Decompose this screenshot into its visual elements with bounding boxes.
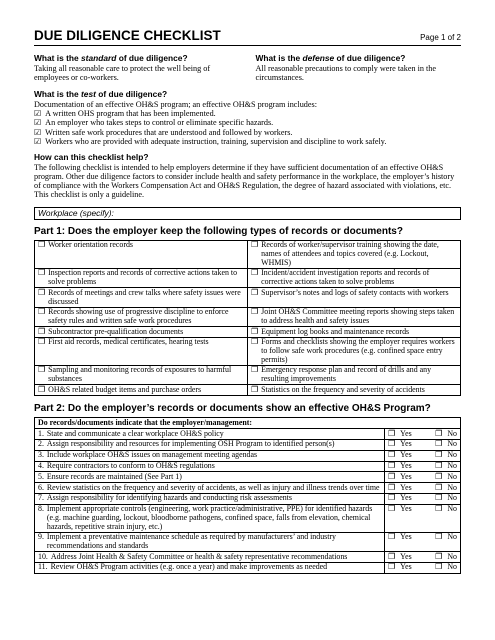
help-question: How can this checklist help? xyxy=(34,152,149,163)
list-item-text: Workers who are provided with adequate instruction, training, supervision and discipline to work safely. xyxy=(45,136,387,146)
yes-option[interactable] xyxy=(388,473,412,482)
no-label: No xyxy=(447,504,457,514)
checkbox-icon[interactable]: ❐ xyxy=(435,562,443,572)
record-cell xyxy=(35,337,248,365)
record-cell xyxy=(248,288,461,307)
yes-label: Yes xyxy=(400,551,412,561)
question-number: 1. xyxy=(38,428,44,438)
test-question xyxy=(34,90,461,99)
answer-cell xyxy=(385,562,461,573)
part1-title: Part 1: Does the employer keep the following types of records or documents? xyxy=(34,225,403,237)
yes-label: Yes xyxy=(400,439,412,449)
checkbox-icon[interactable]: ❐ xyxy=(435,504,443,514)
record-label: Records of worker/supervisor training showing the date, names of attendees and topics covered (e.g. Lockout, WHMIS) xyxy=(261,240,439,267)
checkbox-icon[interactable]: ❐ xyxy=(435,551,443,561)
yes-label: Yes xyxy=(400,493,412,503)
checkbox-icon[interactable]: ❐ xyxy=(38,268,46,278)
no-option[interactable] xyxy=(435,473,457,482)
defense-question xyxy=(256,54,462,63)
checkbox-icon[interactable]: ❐ xyxy=(388,551,396,561)
record-label: Forms and checklists showing the employer requires workers to follow safe work procedures (e.g. confined space entry permits) xyxy=(261,337,455,364)
no-option[interactable] xyxy=(435,484,457,493)
record-cell xyxy=(35,240,248,268)
record-cell xyxy=(248,240,461,268)
question-number: 9. xyxy=(38,532,44,542)
defense-question-em: defense xyxy=(302,53,335,64)
table-row xyxy=(35,268,461,287)
checkbox-icon[interactable]: ❐ xyxy=(388,471,396,481)
record-label: Supervisor’s notes and logs of safety contacts with workers xyxy=(261,287,449,297)
standard-block xyxy=(34,54,240,82)
page-number: Page 1 of 2 xyxy=(420,33,461,43)
question-text: Require contractors to conform to OH&S regulations xyxy=(46,461,215,471)
question-text: State and communicate a clear workplace OH&S policy xyxy=(46,428,224,438)
checkbox-icon[interactable]: ❐ xyxy=(435,482,443,492)
question-cell xyxy=(35,504,385,532)
yes-option[interactable] xyxy=(388,462,412,471)
defense-question-post: of due diligence? xyxy=(334,53,406,64)
record-cell xyxy=(248,268,461,287)
checkbox-icon[interactable]: ❐ xyxy=(251,326,259,336)
yes-option[interactable] xyxy=(388,505,412,514)
table-row xyxy=(35,493,461,504)
question-text: Implement appropriate controls (engineering, work practice/administrative, PPE) for identified hazards (e.g. machine guarding, lockout, bloodborne pathogens, confined space, falls from elevation, chemical hazards, repetitive strain injury, etc.) xyxy=(46,504,373,531)
yes-option[interactable] xyxy=(388,430,412,439)
defense-block xyxy=(256,54,462,82)
checkbox-icon[interactable]: ❐ xyxy=(38,326,46,336)
standard-question-pre: What is the xyxy=(34,53,81,64)
list-item xyxy=(34,109,461,118)
question-number: 8. xyxy=(38,504,44,514)
record-cell xyxy=(35,288,248,307)
answer-cell xyxy=(385,461,461,472)
yes-option[interactable] xyxy=(388,484,412,493)
table-row xyxy=(35,365,461,384)
checkbox-icon[interactable]: ❐ xyxy=(435,450,443,460)
record-cell xyxy=(248,365,461,384)
standard-answer: Taking all reasonable care to protect the well being of employees or co-workers. xyxy=(34,63,211,82)
question-cell xyxy=(35,493,385,504)
checkbox-icon[interactable]: ❐ xyxy=(435,428,443,438)
checked-box-icon: ☑ xyxy=(34,136,42,146)
checkbox-icon[interactable]: ❐ xyxy=(251,307,259,317)
checkbox-icon[interactable]: ❐ xyxy=(251,240,259,250)
question-text: Include workplace OH&S issues on management meeting agendas xyxy=(46,450,258,460)
checked-box-icon: ☑ xyxy=(34,127,42,137)
yes-label: Yes xyxy=(400,450,412,460)
checkbox-icon[interactable]: ❐ xyxy=(435,532,443,542)
question-text: Review statistics on the frequency and severity of accidents, as well as injury and illness trends over time xyxy=(46,482,380,492)
yes-label: Yes xyxy=(400,461,412,471)
test-question-pre: What is the xyxy=(34,89,81,100)
test-lead: Documentation of an effective OH&S program; an effective OH&S program includes: xyxy=(34,99,317,109)
checkbox-icon[interactable]: ❐ xyxy=(38,307,46,317)
no-option[interactable] xyxy=(435,494,457,503)
question-text: Review OH&S Program activities (e.g. once a year) and make improvements as needed xyxy=(50,562,328,572)
table-row xyxy=(35,483,461,494)
checkbox-icon[interactable]: ❐ xyxy=(435,493,443,503)
no-option[interactable] xyxy=(435,533,457,542)
list-item xyxy=(34,128,461,137)
question-cell xyxy=(35,483,385,494)
checkbox-icon[interactable]: ❐ xyxy=(251,365,259,375)
question-text: Address Joint Health & Safety Committee or health & safety representative recommendations xyxy=(50,551,348,561)
yes-label: Yes xyxy=(400,482,412,492)
checkbox-icon[interactable]: ❐ xyxy=(38,384,46,394)
standard-question-post: of due diligence? xyxy=(116,53,188,64)
no-label: No xyxy=(447,562,457,572)
table-row xyxy=(35,288,461,307)
table-row xyxy=(35,461,461,472)
question-cell xyxy=(35,562,385,573)
record-cell xyxy=(35,385,248,396)
table-row xyxy=(35,562,461,573)
answer-cell xyxy=(385,429,461,440)
checkbox-icon[interactable]: ❐ xyxy=(251,287,259,297)
record-label: Worker orientation records xyxy=(48,240,133,250)
table-row xyxy=(35,552,461,563)
table-row xyxy=(35,450,461,461)
answer-cell xyxy=(385,439,461,450)
checkbox-icon[interactable]: ❐ xyxy=(388,428,396,438)
answer-cell xyxy=(385,483,461,494)
checkbox-icon[interactable]: ❐ xyxy=(388,482,396,492)
record-label: Inspection reports and records of corrective actions taken to solve problems xyxy=(48,268,238,287)
no-option[interactable] xyxy=(435,563,457,572)
checkbox-icon[interactable]: ❐ xyxy=(388,493,396,503)
checkbox-icon[interactable]: ❐ xyxy=(38,337,46,347)
no-option[interactable] xyxy=(435,505,457,514)
list-item-text: A written OHS program that has been implemented. xyxy=(45,109,216,119)
question-number: 2. xyxy=(38,439,44,449)
list-item-text: An employer who takes steps to control or eliminate specific hazards. xyxy=(45,118,274,128)
checkbox-icon[interactable]: ❐ xyxy=(388,439,396,449)
yes-option[interactable] xyxy=(388,451,412,460)
part2-header: Do records/documents indicate that the employer/management: xyxy=(35,418,461,429)
yes-option[interactable] xyxy=(388,563,412,572)
record-label: Joint OH&S Committee meeting reports showing steps taken to address health and safety issues xyxy=(261,307,455,325)
list-item-text: Written safe work procedures that are understood and followed by workers. xyxy=(45,127,293,137)
yes-label: Yes xyxy=(400,532,412,542)
question-number: 11. xyxy=(38,562,48,572)
checkbox-icon[interactable]: ❐ xyxy=(38,365,46,375)
yes-option[interactable] xyxy=(388,533,412,542)
checkbox-icon[interactable]: ❐ xyxy=(38,240,46,250)
no-label: No xyxy=(447,428,457,438)
no-label: No xyxy=(447,493,457,503)
question-cell xyxy=(35,552,385,563)
yes-label: Yes xyxy=(400,428,412,438)
table-row xyxy=(35,307,461,326)
test-question-post: of due diligence? xyxy=(95,89,168,100)
question-cell xyxy=(35,450,385,461)
record-label: Incident/accident investigation reports and records of corrective actions taken to solve problems xyxy=(261,268,430,287)
test-list xyxy=(34,109,461,146)
checkbox-icon[interactable]: ❐ xyxy=(388,504,396,514)
yes-option[interactable] xyxy=(388,440,412,449)
page-title: DUE DILIGENCE CHECKLIST xyxy=(34,28,221,43)
part2-table xyxy=(34,417,461,573)
answer-cell xyxy=(385,552,461,563)
help-text: The following checklist is intended to help employers determine if they have sufficient documentation of an effective OH&S program. Other due diligence factors to consider include health and safety performance in the workplace, the employer’s history of compliance with the Workers Compensation Act and OH&S Regulation, the degree of hazard associated with violations, etc. This checklist is only a guideline. xyxy=(34,162,455,200)
checkbox-icon[interactable]: ❐ xyxy=(388,450,396,460)
no-option[interactable] xyxy=(435,430,457,439)
record-label: Emergency response plan and record of drills and any resulting improvements xyxy=(261,365,432,384)
record-label: Sampling and monitoring records of exposures to harmful substances xyxy=(48,365,232,384)
record-label: Records of meetings and crew talks where safety issues were discussed xyxy=(48,287,241,306)
answer-cell xyxy=(385,504,461,532)
record-cell xyxy=(35,307,248,326)
yes-label: Yes xyxy=(400,471,412,481)
table-row xyxy=(35,429,461,440)
question-text: Assign responsibility for identifying hazards and conducting risk assessments xyxy=(46,493,292,503)
test-block xyxy=(34,90,461,146)
record-cell xyxy=(35,268,248,287)
no-option[interactable] xyxy=(435,440,457,449)
record-label: First aid records, medical certificates, hearing tests xyxy=(48,337,209,347)
record-cell xyxy=(35,365,248,384)
checkbox-icon[interactable]: ❐ xyxy=(251,268,259,278)
checkbox-icon[interactable]: ❐ xyxy=(38,287,46,297)
part1-table xyxy=(34,240,461,396)
help-block xyxy=(34,153,461,200)
checkbox-icon[interactable]: ❐ xyxy=(435,461,443,471)
part2-title: Part 2: Do the employer’s records or documents show an effective OH&S Program? xyxy=(34,403,431,415)
table-row xyxy=(35,337,461,365)
question-cell xyxy=(35,429,385,440)
answer-cell xyxy=(385,472,461,483)
workplace-label: Workplace (specify): xyxy=(38,207,114,218)
record-label: Statistics on the frequency and severity of accidents xyxy=(261,384,425,394)
no-option[interactable] xyxy=(435,553,457,562)
record-label: Equipment log books and maintenance records xyxy=(261,326,410,336)
record-cell xyxy=(248,327,461,338)
no-label: No xyxy=(447,439,457,449)
intro-columns xyxy=(34,54,461,82)
table-row xyxy=(35,327,461,338)
table-row xyxy=(35,240,461,268)
record-cell xyxy=(35,327,248,338)
yes-label: Yes xyxy=(400,504,412,514)
answer-cell xyxy=(385,450,461,461)
question-number: 7. xyxy=(38,493,44,503)
checked-box-icon: ☑ xyxy=(34,118,42,128)
record-cell xyxy=(248,385,461,396)
question-cell xyxy=(35,461,385,472)
answer-cell xyxy=(385,493,461,504)
table-row xyxy=(35,504,461,532)
list-item xyxy=(34,137,461,146)
table-row xyxy=(35,532,461,551)
question-cell xyxy=(35,439,385,450)
part2-header-row xyxy=(35,418,461,429)
table-row xyxy=(35,472,461,483)
question-cell xyxy=(35,472,385,483)
checkbox-icon[interactable]: ❐ xyxy=(388,532,396,542)
yes-label: Yes xyxy=(400,562,412,572)
standard-question-em: standard xyxy=(81,53,117,64)
no-option[interactable] xyxy=(435,451,457,460)
table-row xyxy=(35,385,461,396)
no-label: No xyxy=(447,551,457,561)
standard-question xyxy=(34,54,240,63)
yes-option[interactable] xyxy=(388,494,412,503)
question-cell xyxy=(35,532,385,551)
record-label: Subcontractor pre-qualification documents xyxy=(48,326,184,336)
checkbox-icon[interactable]: ❐ xyxy=(435,439,443,449)
yes-option[interactable] xyxy=(388,553,412,562)
question-text: Assign responsibility and resources for implementing OSH Program to identified person(s) xyxy=(46,439,335,449)
answer-cell xyxy=(385,532,461,551)
question-number: 4. xyxy=(38,461,44,471)
question-text: Implement a preventative maintenance schedule as required by manufacturers’ and industry recommendations and standards xyxy=(46,532,336,550)
checkbox-icon[interactable]: ❐ xyxy=(251,384,259,394)
question-number: 10. xyxy=(38,551,48,561)
no-label: No xyxy=(447,471,457,481)
record-label: OH&S related budget items and purchase orders xyxy=(48,384,202,394)
defense-question-pre: What is the xyxy=(255,53,303,64)
test-question-em: test xyxy=(81,89,96,100)
checkbox-icon[interactable]: ❐ xyxy=(435,471,443,481)
record-label: Records showing use of progressive discipline to enforce safety rules and written safe work procedures xyxy=(48,307,229,325)
checkbox-icon[interactable]: ❐ xyxy=(388,461,396,471)
question-text: Ensure records are maintained (See Part 1) xyxy=(46,471,182,481)
no-label: No xyxy=(447,482,457,492)
checkbox-icon[interactable]: ❐ xyxy=(251,337,259,347)
question-number: 3. xyxy=(38,450,44,460)
table-row xyxy=(35,439,461,450)
no-option[interactable] xyxy=(435,462,457,471)
question-number: 6. xyxy=(38,482,44,492)
question-number: 5. xyxy=(38,471,44,481)
defense-answer: All reasonable precautions to comply were taken in the circumstances. xyxy=(255,63,437,82)
checked-box-icon: ☑ xyxy=(34,109,42,119)
no-label: No xyxy=(447,461,457,471)
workplace-field[interactable] xyxy=(34,207,461,220)
record-cell xyxy=(248,307,461,326)
list-item xyxy=(34,118,461,127)
no-label: No xyxy=(447,450,457,460)
page-header xyxy=(34,28,461,46)
no-label: No xyxy=(447,532,457,542)
record-cell xyxy=(248,337,461,365)
checkbox-icon[interactable]: ❐ xyxy=(388,562,396,572)
